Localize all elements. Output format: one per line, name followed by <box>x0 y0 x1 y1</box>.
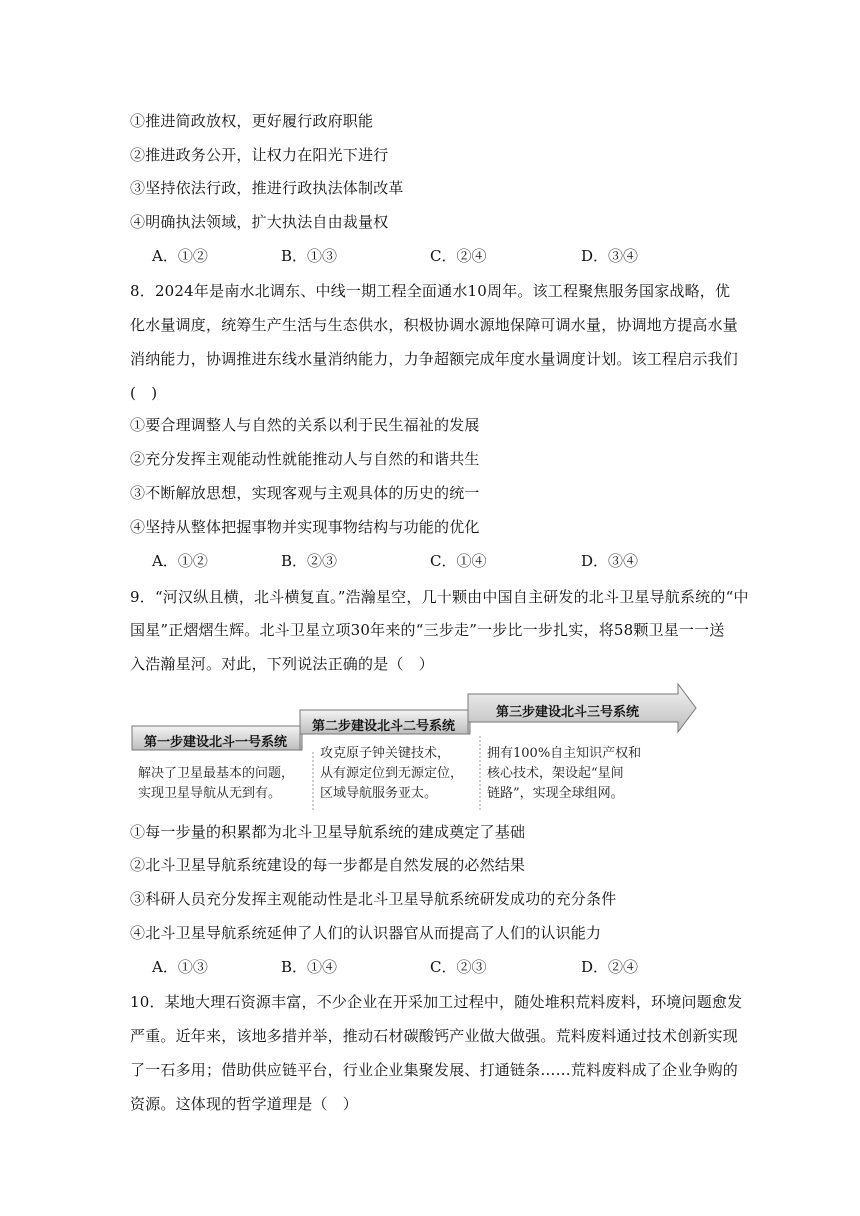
q7-statement-3: ③坚持依法行政，推进行政执法体制改革 <box>130 179 404 197</box>
q7-option-a: A．①② <box>152 247 208 265</box>
q8-stem-line-4: ( ) <box>130 384 158 402</box>
q8-stem-line-2: 化水量调度，统筹生产生活与生态供水，积极协调水源地保障可调水量，协调地方提高水量 <box>130 316 739 334</box>
step-3-desc-line: 链路”，实现全球组网。 <box>487 786 624 801</box>
step-2-title: 第二步建设北斗二号系统 <box>312 719 456 734</box>
step-3-desc-line: 核心技术，架设起“星间 <box>487 766 624 781</box>
q10-stem-line-4: 资源。这体现的哲学道理是（ ） <box>130 1095 359 1113</box>
q8-statement-3: ③不断解放思想，实现客观与主观具体的历史的统一 <box>130 484 480 502</box>
q7-option-c: C．②④ <box>430 247 487 265</box>
q7-statement-1: ①推进简政放权，更好履行政府职能 <box>130 112 374 130</box>
q8-option-b: B．②③ <box>281 552 338 570</box>
step-1-desc-line: 解决了卫星最基本的问题， <box>138 766 295 781</box>
step-2-desc-line: 从有源定位到无源定位， <box>320 766 464 781</box>
q10-stem-line-1: 10．某地大理石资源丰富，不少企业在开采加工过程中，随处堆积荒料废料，环境问题愈发 <box>130 993 743 1011</box>
q8-statement-4: ④坚持从整体把握事物并实现事物结构与功能的优化 <box>130 518 480 536</box>
q8-option-a: A．①② <box>152 552 208 570</box>
q9-option-a: A．①③ <box>152 958 208 976</box>
q10-stem-line-3: 了一石多用；借助供应链平台，行业企业集聚发展、打通链条……荒料废料成了企业争购的 <box>130 1061 739 1079</box>
q9-stem-line-1: 9．“河汉纵且横，北斗横复直。”浩瀚星空，几十颗由中国自主研发的北斗卫星导航系统的“中 <box>130 588 749 606</box>
step-2-desc-line: 攻克原子钟关键技术， <box>320 746 451 761</box>
q10-stem-line-2: 严重。近年来，该地多措并举，推动石材碳酸钙产业做大做强。荒料废料通过技术创新实现 <box>130 1027 739 1045</box>
q7-statement-2: ②推进政务公开，让权力在阳光下进行 <box>130 146 389 164</box>
step-1-title: 第一步建设北斗一号系统 <box>144 735 288 750</box>
step-3-description <box>487 744 641 804</box>
q8-option-d: D．③④ <box>581 552 639 570</box>
q9-statement-1: ①每一步量的积累都为北斗卫星导航系统的建成奠定了基础 <box>130 823 526 841</box>
step-1-desc-line: 实现卫星导航从无到有。 <box>138 786 282 801</box>
q7-option-b: B．①③ <box>281 247 338 265</box>
step-2-description <box>320 744 463 804</box>
q8-statement-1: ①要合理调整人与自然的关系以利于民生福祉的发展 <box>130 416 480 434</box>
q9-option-c: C．②③ <box>430 958 487 976</box>
step-3-desc-line: 拥有100%自主知识产权和 <box>487 746 642 761</box>
q9-stem-line-3: 入浩瀚星河。对此，下列说法正确的是（ ） <box>130 655 435 673</box>
q9-option-d: D．②④ <box>581 958 639 976</box>
step-3-title: 第三步建设北斗三号系统 <box>496 705 640 720</box>
q7-option-d: D．③④ <box>581 247 639 265</box>
q9-statement-2: ②北斗卫星导航系统建设的每一步都是自然发展的必然结果 <box>130 856 526 874</box>
q9-stem-line-2: 国星”正熠熠生辉。北斗卫星立项30年来的“三步走”一步比一步扎实，将58颗卫星一一送 <box>130 621 725 639</box>
q8-stem-line-3: 消纳能力，协调推进东线水量消纳能力，力争超额完成年度水量调度计划。该工程启示我们 <box>130 350 739 368</box>
step-2-desc-line: 区域导航服务亚太。 <box>320 786 438 801</box>
q9-statement-3: ③科研人员充分发挥主观能动性是北斗卫星导航系统研发成功的充分条件 <box>130 890 617 908</box>
q7-statement-4: ④明确执法领域，扩大执法自由裁量权 <box>130 213 389 231</box>
q9-option-b: B．①④ <box>281 958 338 976</box>
beidou-three-step-diagram <box>130 680 710 820</box>
q8-stem-line-1: 8．2024年是南水北调东、中线一期工程全面通水10周年。该工程聚焦服务国家战略，优 <box>130 282 731 300</box>
step-1-description <box>138 764 294 804</box>
q8-statement-2: ②充分发挥主观能动性就能推动人与自然的和谐共生 <box>130 450 480 468</box>
q8-option-c: C．①④ <box>430 552 487 570</box>
q9-statement-4: ④北斗卫星导航系统延伸了人们的认识器官从而提高了人们的认识能力 <box>130 924 602 942</box>
